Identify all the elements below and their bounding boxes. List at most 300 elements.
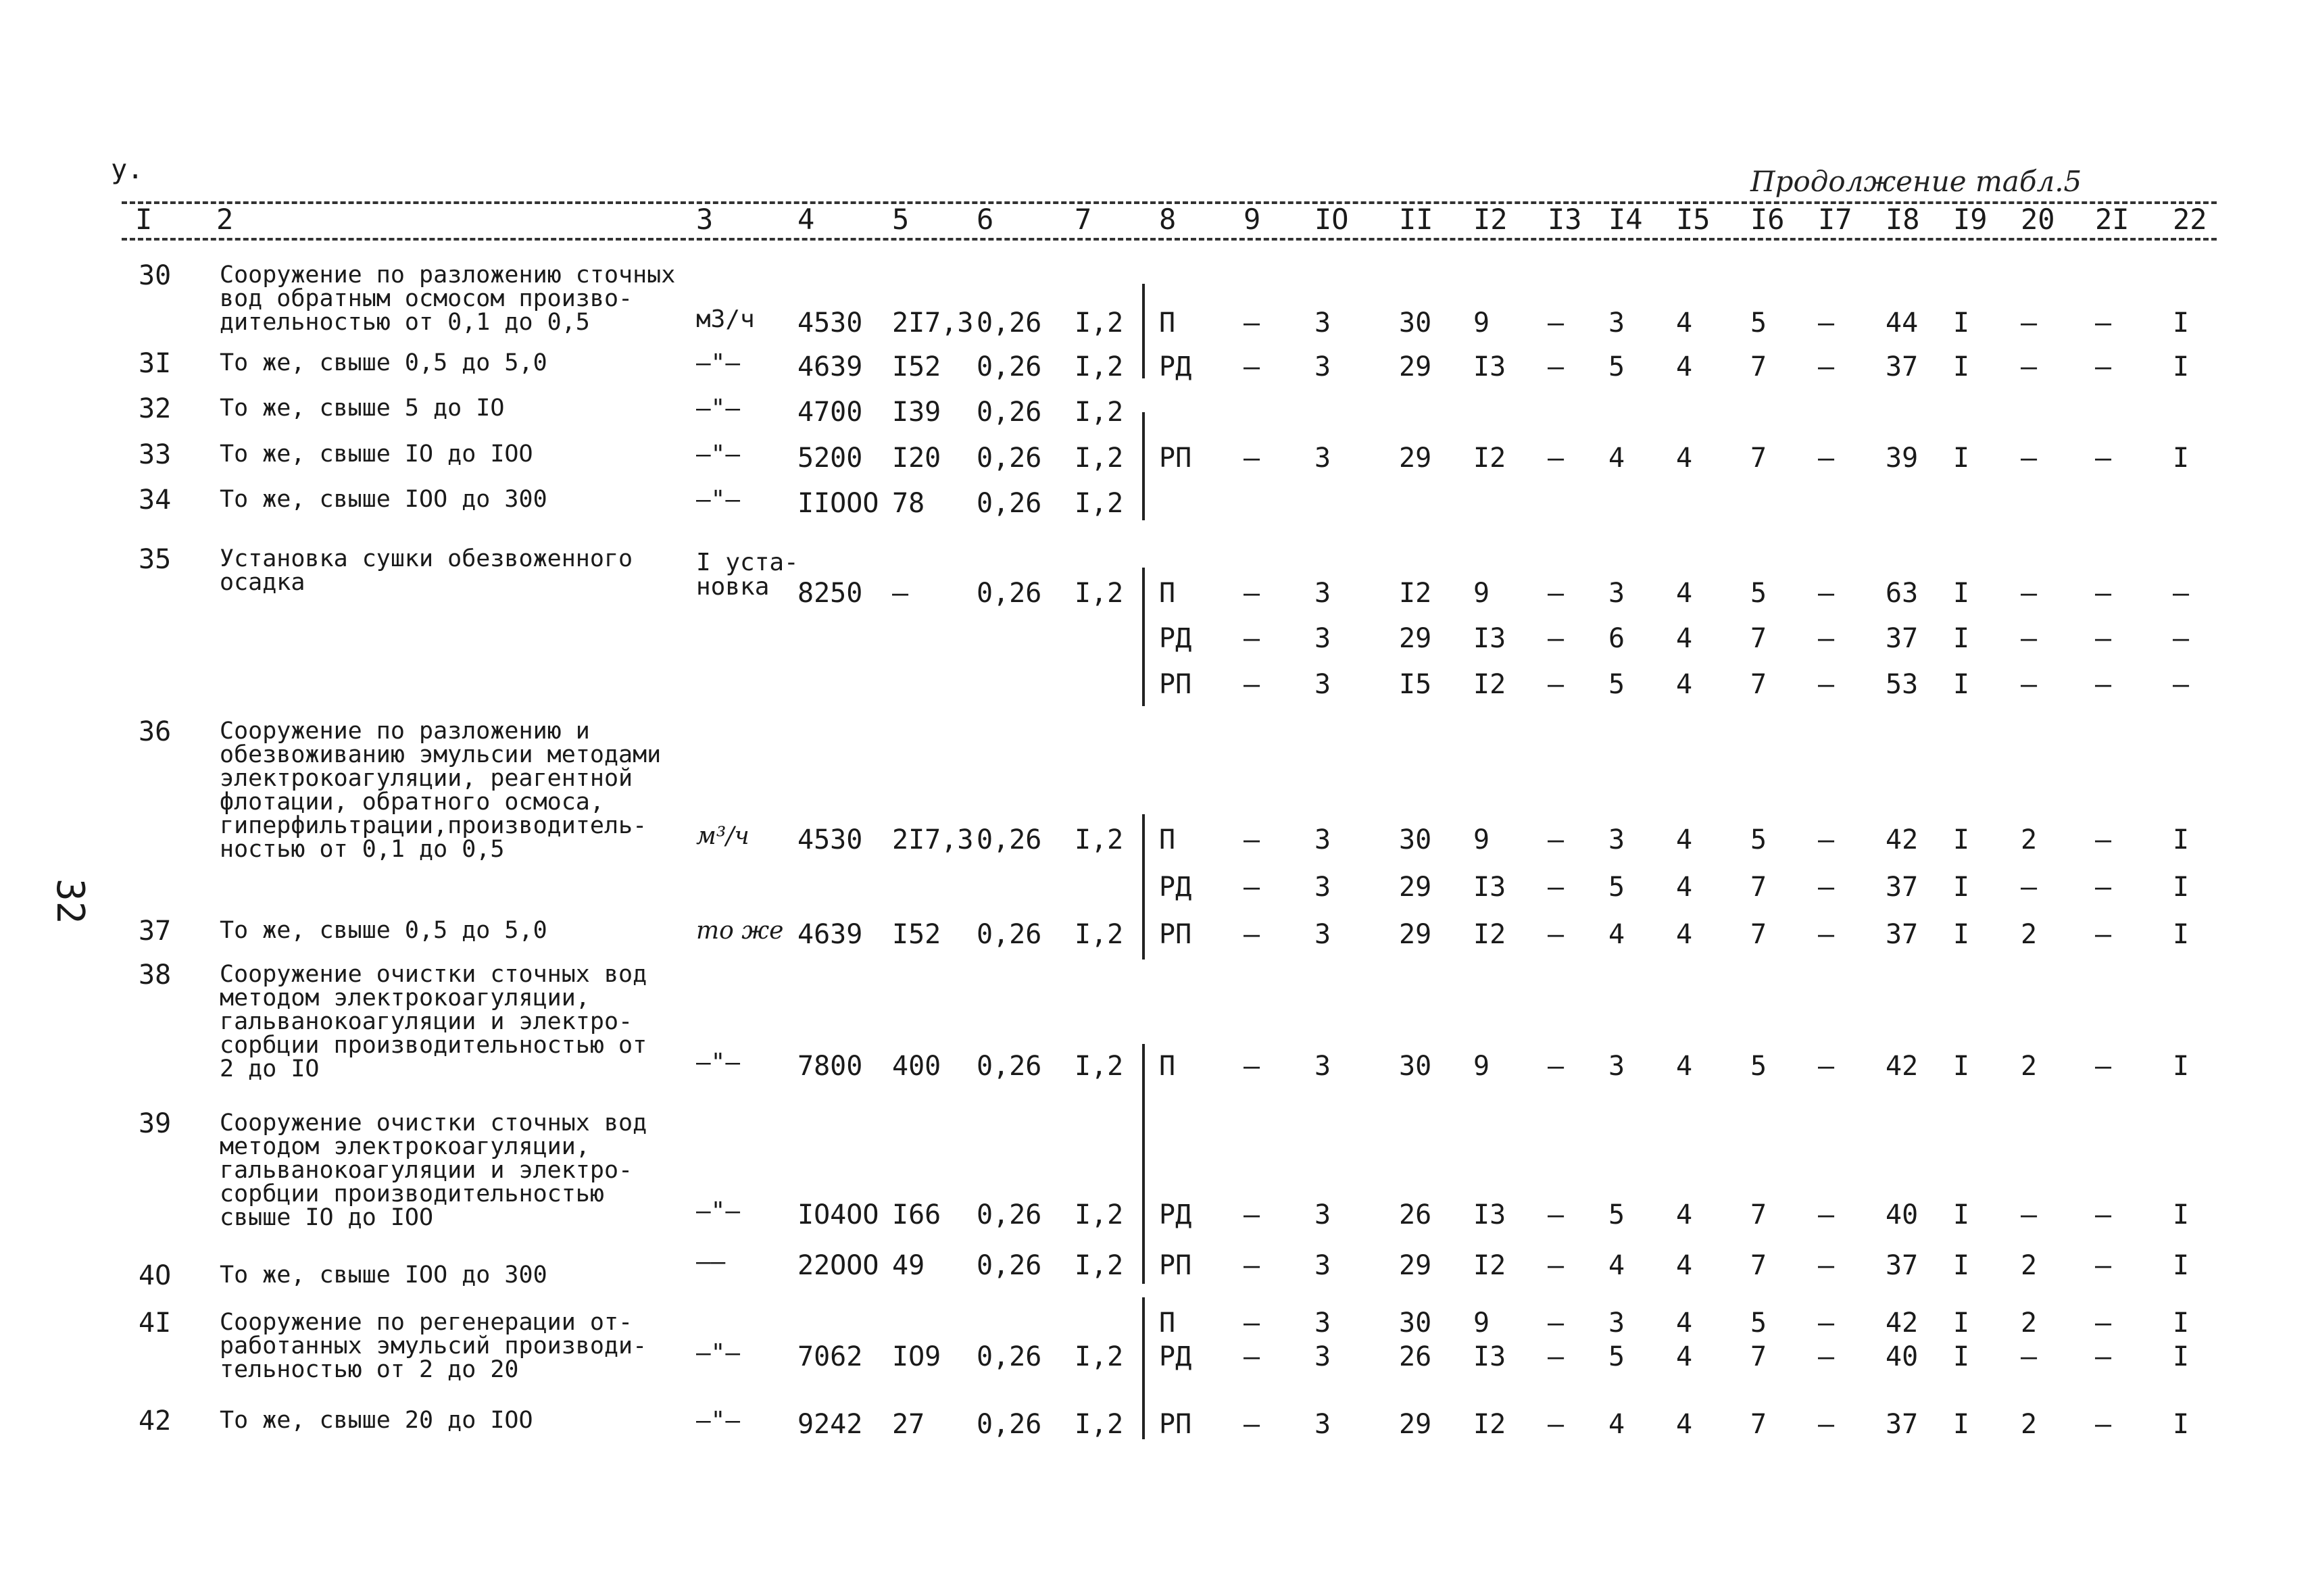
col-11-cell: 29	[1399, 623, 1432, 654]
col-12-cell: 9	[1473, 307, 1490, 339]
group-brace	[1142, 814, 1145, 959]
col-15-cell: 4	[1676, 1307, 1693, 1339]
col-10-cell: 3	[1314, 1250, 1331, 1281]
col-4-cell: 4639	[797, 351, 863, 382]
col-22-cell: I	[2173, 872, 2190, 903]
col-22-cell: I	[2173, 307, 2190, 339]
col-8-cell: РП	[1159, 443, 1192, 474]
col-16-cell: 7	[1750, 443, 1767, 474]
col-12-cell: I3	[1473, 872, 1506, 903]
col-5-cell: 2I7,3	[892, 824, 974, 855]
col-5-cell: 78	[892, 488, 925, 519]
unit-cell: –"–	[696, 486, 741, 514]
column-header-12: I2	[1473, 203, 1508, 236]
col-14-cell: 4	[1608, 443, 1625, 474]
col-13-cell: –	[1548, 307, 1565, 339]
col-8-cell: П	[1159, 824, 1176, 855]
col-10-cell: 3	[1314, 578, 1331, 609]
header-rule-bottom	[122, 238, 2217, 241]
col-10-cell: 3	[1314, 1307, 1331, 1339]
col-15-cell: 4	[1676, 307, 1693, 339]
row-number: 37	[139, 916, 172, 947]
col-14-cell: 5	[1608, 872, 1625, 903]
col-19-cell: I	[1953, 824, 1970, 855]
unit-cell: –"–	[696, 349, 741, 377]
col-10-cell: 3	[1314, 872, 1331, 903]
col-10-cell: 3	[1314, 1341, 1331, 1372]
col-10-cell: 3	[1314, 1199, 1331, 1230]
col-14-cell: 3	[1608, 1051, 1625, 1082]
col-7-cell: I,2	[1075, 1409, 1124, 1440]
col-13-cell: –	[1548, 1051, 1565, 1082]
col-21-cell: –	[2095, 1199, 2112, 1230]
col-19-cell: I	[1953, 669, 1970, 700]
group-brace	[1142, 568, 1145, 706]
col-13-cell: –	[1548, 443, 1565, 474]
col-20-cell: –	[2021, 307, 2038, 339]
col-7-cell: I,2	[1075, 824, 1124, 855]
col-21-cell: –	[2095, 307, 2112, 339]
col-21-cell: –	[2095, 623, 2112, 654]
row-number: 35	[139, 544, 172, 575]
row-number: 36	[139, 716, 172, 747]
col-14-cell: 5	[1608, 351, 1625, 382]
col-13-cell: –	[1548, 1409, 1565, 1440]
column-header-2: 2	[216, 203, 234, 236]
col-7-cell: I,2	[1075, 397, 1124, 428]
col-14-cell: 4	[1608, 1409, 1625, 1440]
col-6-cell: 0,26	[977, 1341, 1042, 1372]
col-6-cell: 0,26	[977, 1250, 1042, 1281]
col-6-cell: 0,26	[977, 351, 1042, 382]
col-16-cell: 7	[1750, 351, 1767, 382]
col-12-cell: I2	[1473, 1409, 1506, 1440]
col-4-cell: 4530	[797, 824, 863, 855]
col-17-cell: –	[1818, 578, 1835, 609]
col-16-cell: 7	[1750, 1409, 1767, 1440]
column-header-15: I5	[1676, 203, 1710, 236]
col-5-cell: IO9	[892, 1341, 941, 1372]
row-description: То же, свыше 0,5 до 5,0	[220, 917, 547, 944]
col-9-cell: –	[1244, 578, 1260, 609]
col-16-cell: 7	[1750, 872, 1767, 903]
column-header-5: 5	[892, 203, 910, 236]
col-19-cell: I	[1953, 578, 1970, 609]
column-header-10: IO	[1314, 203, 1349, 236]
col-17-cell: –	[1818, 443, 1835, 474]
group-brace	[1142, 1044, 1145, 1284]
col-18-cell: 42	[1886, 824, 1919, 855]
row-description: То же, свыше 20 до IOO	[220, 1407, 533, 1434]
unit-cell: –"–	[696, 1197, 741, 1225]
col-18-cell: 37	[1886, 919, 1919, 950]
col-11-cell: 29	[1399, 351, 1432, 382]
col-7-cell: I,2	[1075, 919, 1124, 950]
unit-cell: –"–	[696, 1049, 741, 1076]
column-header-7: 7	[1075, 203, 1092, 236]
unit-cell: –"–	[696, 441, 741, 468]
col-11-cell: 29	[1399, 1250, 1432, 1281]
col-22-cell: –	[2173, 623, 2190, 654]
col-9-cell: –	[1244, 1051, 1260, 1082]
col-5-cell: I20	[892, 443, 941, 474]
col-13-cell: –	[1548, 1250, 1565, 1281]
col-8-cell: П	[1159, 307, 1176, 339]
col-13-cell: –	[1548, 1307, 1565, 1339]
col-9-cell: –	[1244, 443, 1260, 474]
row-description: Сооружение по разложению и обезвоживанию эмульсии методами электрокоагуляции, реагентной флотации, обратного осмоса, гиперфильтрации,производитель- ностью от 0,1 до 0,5	[220, 718, 662, 863]
col-13-cell: –	[1548, 351, 1565, 382]
col-14-cell: 3	[1608, 307, 1625, 339]
col-10-cell: 3	[1314, 443, 1331, 474]
col-8-cell: РД	[1159, 623, 1192, 654]
col-17-cell: –	[1818, 351, 1835, 382]
col-11-cell: 26	[1399, 1341, 1432, 1372]
col-7-cell: I,2	[1075, 1250, 1124, 1281]
col-7-cell: I,2	[1075, 578, 1124, 609]
col-8-cell: РП	[1159, 1250, 1192, 1281]
col-8-cell: РП	[1159, 919, 1192, 950]
col-10-cell: 3	[1314, 623, 1331, 654]
col-11-cell: 30	[1399, 824, 1432, 855]
col-10-cell: 3	[1314, 351, 1331, 382]
col-18-cell: 42	[1886, 1051, 1919, 1082]
col-19-cell: I	[1953, 351, 1970, 382]
col-12-cell: 9	[1473, 824, 1490, 855]
col-6-cell: 0,26	[977, 307, 1042, 339]
col-19-cell: I	[1953, 1199, 1970, 1230]
col-21-cell: –	[2095, 1307, 2112, 1339]
col-5-cell: 27	[892, 1409, 925, 1440]
row-number: 30	[139, 260, 172, 291]
col-22-cell: I	[2173, 1341, 2190, 1372]
col-8-cell: П	[1159, 578, 1176, 609]
col-20-cell: 2	[2021, 1307, 2038, 1339]
col-6-cell: 0,26	[977, 1409, 1042, 1440]
col-6-cell: 0,26	[977, 824, 1042, 855]
col-10-cell: 3	[1314, 1051, 1331, 1082]
column-header-3: 3	[696, 203, 714, 236]
col-18-cell: 40	[1886, 1341, 1919, 1372]
col-22-cell: I	[2173, 1199, 2190, 1230]
col-19-cell: I	[1953, 1051, 1970, 1082]
col-16-cell: 7	[1750, 623, 1767, 654]
col-5-cell: 49	[892, 1250, 925, 1281]
col-10-cell: 3	[1314, 307, 1331, 339]
column-header-19: I9	[1953, 203, 1988, 236]
col-12-cell: I2	[1473, 1250, 1506, 1281]
col-4-cell: 4639	[797, 919, 863, 950]
col-7-cell: I,2	[1075, 307, 1124, 339]
col-15-cell: 4	[1676, 824, 1693, 855]
column-header-13: I3	[1548, 203, 1582, 236]
col-12-cell: I2	[1473, 669, 1506, 700]
row-number: 4I	[139, 1307, 172, 1339]
col-14-cell: 5	[1608, 669, 1625, 700]
col-14-cell: 3	[1608, 578, 1625, 609]
col-19-cell: I	[1953, 1341, 1970, 1372]
col-9-cell: –	[1244, 669, 1260, 700]
col-9-cell: –	[1244, 1199, 1260, 1230]
col-22-cell: I	[2173, 1409, 2190, 1440]
col-15-cell: 4	[1676, 1250, 1693, 1281]
col-18-cell: 44	[1886, 307, 1919, 339]
col-17-cell: –	[1818, 307, 1835, 339]
col-10-cell: 3	[1314, 669, 1331, 700]
col-22-cell: I	[2173, 443, 2190, 474]
col-14-cell: 5	[1608, 1199, 1625, 1230]
col-9-cell: –	[1244, 623, 1260, 654]
col-14-cell: 4	[1608, 919, 1625, 950]
col-5-cell: I52	[892, 351, 941, 382]
col-8-cell: РД	[1159, 872, 1192, 903]
unit-cell: м3/ч	[696, 305, 755, 333]
column-header-4: 4	[797, 203, 815, 236]
column-header-8: 8	[1159, 203, 1177, 236]
col-12-cell: I3	[1473, 1341, 1506, 1372]
col-4-cell: IIOOO	[797, 488, 879, 519]
col-17-cell: –	[1818, 919, 1835, 950]
col-11-cell: 29	[1399, 1409, 1432, 1440]
col-4-cell: 8250	[797, 578, 863, 609]
col-20-cell: –	[2021, 872, 2038, 903]
unit-cell: м³/ч	[696, 822, 749, 850]
row-description: То же, свыше IOO до 300	[220, 486, 547, 513]
col-7-cell: I,2	[1075, 1341, 1124, 1372]
column-header-20: 20	[2021, 203, 2055, 236]
corner-mark: у.	[95, 154, 144, 185]
row-description: То же, свыше 5 до IO	[220, 395, 505, 422]
col-21-cell: –	[2095, 578, 2112, 609]
row-number: 38	[139, 959, 172, 991]
col-10-cell: 3	[1314, 919, 1331, 950]
col-19-cell: I	[1953, 307, 1970, 339]
col-13-cell: –	[1548, 919, 1565, 950]
col-20-cell: –	[2021, 351, 2038, 382]
col-14-cell: 4	[1608, 1250, 1625, 1281]
column-header-14: I4	[1608, 203, 1643, 236]
col-20-cell: 2	[2021, 1051, 2038, 1082]
col-16-cell: 7	[1750, 1199, 1767, 1230]
col-4-cell: 22OOO	[797, 1250, 879, 1281]
col-17-cell: –	[1818, 824, 1835, 855]
col-15-cell: 4	[1676, 669, 1693, 700]
column-header-9: 9	[1244, 203, 1261, 236]
col-15-cell: 4	[1676, 919, 1693, 950]
col-17-cell: –	[1818, 1250, 1835, 1281]
col-15-cell: 4	[1676, 1199, 1693, 1230]
col-22-cell: I	[2173, 1307, 2190, 1339]
col-21-cell: –	[2095, 443, 2112, 474]
col-12-cell: I3	[1473, 623, 1506, 654]
column-header-17: I7	[1818, 203, 1852, 236]
col-12-cell: 9	[1473, 578, 1490, 609]
row-number: 4O	[139, 1260, 172, 1291]
row-number: 32	[139, 393, 172, 424]
col-6-cell: 0,26	[977, 1199, 1042, 1230]
unit-cell: ——	[696, 1248, 726, 1276]
column-header-16: I6	[1750, 203, 1785, 236]
row-number: 3I	[139, 348, 172, 379]
col-7-cell: I,2	[1075, 1199, 1124, 1230]
col-5-cell: I66	[892, 1199, 941, 1230]
col-15-cell: 4	[1676, 623, 1693, 654]
group-brace	[1142, 284, 1145, 378]
col-11-cell: 26	[1399, 1199, 1432, 1230]
col-14-cell: 3	[1608, 1307, 1625, 1339]
col-10-cell: 3	[1314, 1409, 1331, 1440]
col-15-cell: 4	[1676, 351, 1693, 382]
col-11-cell: I5	[1399, 669, 1432, 700]
column-header-18: I8	[1886, 203, 1920, 236]
col-21-cell: –	[2095, 1409, 2112, 1440]
col-12-cell: I2	[1473, 443, 1506, 474]
row-description: Установка сушки обезвоженного осадка	[220, 545, 633, 596]
col-19-cell: I	[1953, 872, 1970, 903]
col-17-cell: –	[1818, 623, 1835, 654]
col-20-cell: 2	[2021, 1409, 2038, 1440]
col-13-cell: –	[1548, 1199, 1565, 1230]
group-brace	[1142, 412, 1145, 520]
col-11-cell: 30	[1399, 1051, 1432, 1082]
col-17-cell: –	[1818, 1199, 1835, 1230]
col-15-cell: 4	[1676, 1051, 1693, 1082]
col-18-cell: 37	[1886, 351, 1919, 382]
col-18-cell: 37	[1886, 623, 1919, 654]
col-22-cell: I	[2173, 351, 2190, 382]
col-16-cell: 5	[1750, 1307, 1767, 1339]
col-5-cell: 2I7,3	[892, 307, 974, 339]
col-9-cell: –	[1244, 824, 1260, 855]
col-8-cell: РП	[1159, 669, 1192, 700]
col-10-cell: 3	[1314, 824, 1331, 855]
col-13-cell: –	[1548, 872, 1565, 903]
col-11-cell: 29	[1399, 919, 1432, 950]
col-20-cell: –	[2021, 1341, 2038, 1372]
col-4-cell: 7062	[797, 1341, 863, 1372]
col-19-cell: I	[1953, 1409, 1970, 1440]
row-description: Сооружение по разложению сточных вод обратным осмосом произво- дительностью от 0,1 до 0,5	[220, 261, 676, 336]
row-number: 39	[139, 1108, 172, 1139]
col-6-cell: 0,26	[977, 1051, 1042, 1082]
col-16-cell: 5	[1750, 824, 1767, 855]
col-16-cell: 7	[1750, 1341, 1767, 1372]
column-header-21: 2I	[2095, 203, 2130, 236]
column-header-11: II	[1399, 203, 1433, 236]
col-21-cell: –	[2095, 919, 2112, 950]
col-21-cell: –	[2095, 872, 2112, 903]
col-17-cell: –	[1818, 1409, 1835, 1440]
col-12-cell: I3	[1473, 351, 1506, 382]
col-19-cell: I	[1953, 443, 1970, 474]
col-7-cell: I,2	[1075, 351, 1124, 382]
col-11-cell: 30	[1399, 307, 1432, 339]
col-12-cell: 9	[1473, 1307, 1490, 1339]
col-17-cell: –	[1818, 1341, 1835, 1372]
col-4-cell: 4700	[797, 397, 863, 428]
col-14-cell: 3	[1608, 824, 1625, 855]
col-11-cell: 29	[1399, 443, 1432, 474]
col-22-cell: I	[2173, 1051, 2190, 1082]
col-21-cell: –	[2095, 1250, 2112, 1281]
row-description: То же, свыше IO до IOO	[220, 441, 533, 468]
col-19-cell: I	[1953, 1307, 1970, 1339]
col-22-cell: –	[2173, 669, 2190, 700]
col-22-cell: I	[2173, 824, 2190, 855]
col-14-cell: 5	[1608, 1341, 1625, 1372]
col-21-cell: –	[2095, 1341, 2112, 1372]
col-13-cell: –	[1548, 623, 1565, 654]
col-13-cell: –	[1548, 1341, 1565, 1372]
col-13-cell: –	[1548, 824, 1565, 855]
row-description: То же, свыше 0,5 до 5,0	[220, 349, 547, 376]
col-17-cell: –	[1818, 872, 1835, 903]
col-8-cell: П	[1159, 1051, 1176, 1082]
col-20-cell: –	[2021, 669, 2038, 700]
col-22-cell: I	[2173, 919, 2190, 950]
col-8-cell: РД	[1159, 1199, 1192, 1230]
col-4-cell: 9242	[797, 1409, 863, 1440]
col-9-cell: –	[1244, 1409, 1260, 1440]
col-5-cell: I39	[892, 397, 941, 428]
col-18-cell: 37	[1886, 872, 1919, 903]
page-number: 32	[48, 878, 92, 924]
row-description: То же, свыше IOO до 300	[220, 1262, 547, 1289]
continuation-caption: Продолжение табл.5	[1750, 165, 2082, 198]
column-header-6: 6	[977, 203, 994, 236]
col-8-cell: РП	[1159, 1409, 1192, 1440]
col-5-cell: –	[892, 578, 909, 609]
col-8-cell: П	[1159, 1307, 1176, 1339]
col-16-cell: 5	[1750, 307, 1767, 339]
unit-cell: I уста- новка	[696, 549, 799, 601]
col-6-cell: 0,26	[977, 919, 1042, 950]
col-15-cell: 4	[1676, 872, 1693, 903]
col-20-cell: –	[2021, 443, 2038, 474]
row-number: 33	[139, 439, 172, 470]
col-16-cell: 5	[1750, 578, 1767, 609]
col-8-cell: РД	[1159, 1341, 1192, 1372]
col-14-cell: 6	[1608, 623, 1625, 654]
col-16-cell: 7	[1750, 919, 1767, 950]
col-20-cell: 2	[2021, 1250, 2038, 1281]
col-4-cell: 5200	[797, 443, 863, 474]
col-6-cell: 0,26	[977, 578, 1042, 609]
row-description: Сооружение очистки сточных вод методом электрокоагуляции, гальванокоагуляции и электро- сорбции производительностью от 2 до IO	[220, 961, 647, 1082]
col-9-cell: –	[1244, 307, 1260, 339]
col-9-cell: –	[1244, 1250, 1260, 1281]
col-17-cell: –	[1818, 669, 1835, 700]
col-15-cell: 4	[1676, 578, 1693, 609]
col-13-cell: –	[1548, 669, 1565, 700]
col-20-cell: –	[2021, 623, 2038, 654]
col-21-cell: –	[2095, 669, 2112, 700]
col-5-cell: I52	[892, 919, 941, 950]
col-15-cell: 4	[1676, 1409, 1693, 1440]
col-12-cell: I2	[1473, 919, 1506, 950]
col-13-cell: –	[1548, 578, 1565, 609]
col-6-cell: 0,26	[977, 443, 1042, 474]
col-20-cell: –	[2021, 1199, 2038, 1230]
col-12-cell: I3	[1473, 1199, 1506, 1230]
col-11-cell: 29	[1399, 872, 1432, 903]
unit-cell: –"–	[696, 1407, 741, 1435]
col-18-cell: 37	[1886, 1250, 1919, 1281]
unit-cell: –"–	[696, 1339, 741, 1367]
col-21-cell: –	[2095, 351, 2112, 382]
col-15-cell: 4	[1676, 1341, 1693, 1372]
column-header-1: I	[135, 203, 153, 236]
